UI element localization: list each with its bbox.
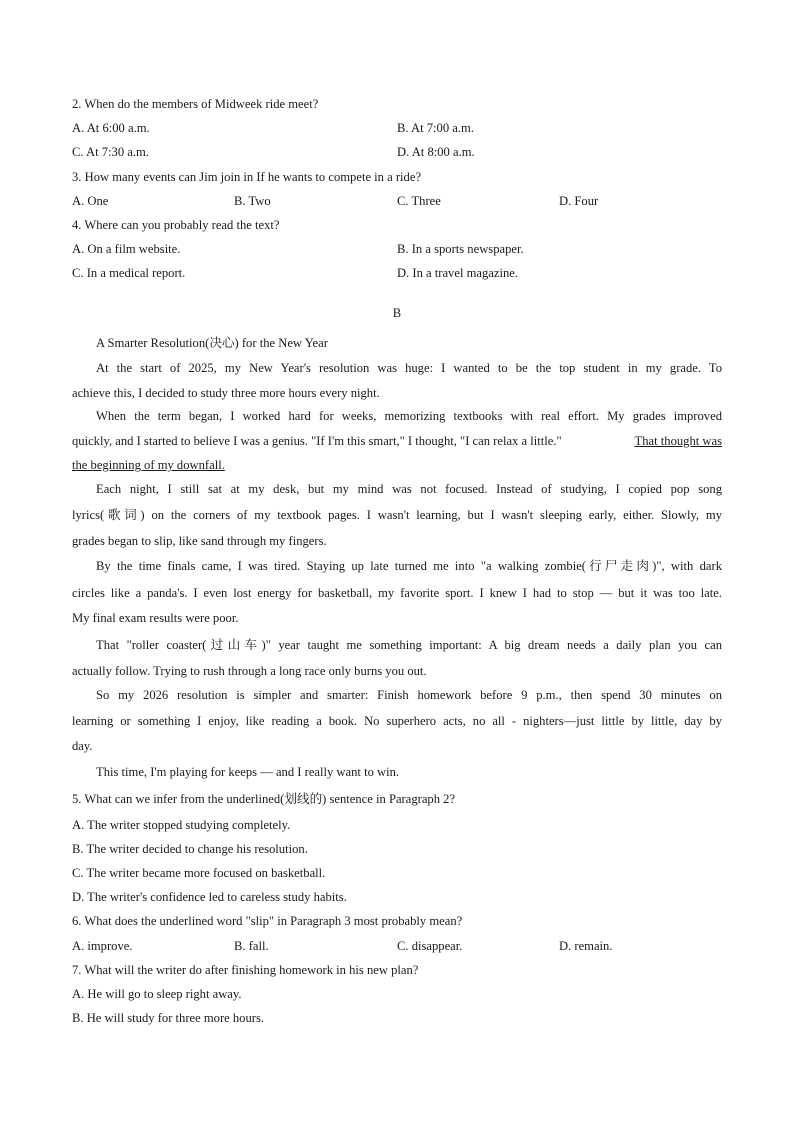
paragraph-line: lyrics(歌词) on the corners of my textbook pages. I wasn't learning, but I wasn't sleeping early, either. Slowly, my [72,507,722,522]
passage-paragraph-1 [72,356,722,405]
q2-option-c: C. At 7:30 a.m. [72,145,149,159]
passage-paragraph-2 [72,404,722,478]
q2-stem: 2. When do the members of Midweek ride meet? [72,97,319,111]
paragraph-line: day. [72,739,93,753]
paragraph-line: That "roller coaster(过山车)" year taught me something important: A big dream needs a daily plan you can [96,638,722,652]
q4-option-c: C. In a medical report. [72,266,186,280]
q4-option-d: D. In a travel magazine. [397,266,518,280]
passage-title: A Smarter Resolution(决心) for the New Year [96,336,328,350]
q5-option-c: C. The writer became more focused on basketball. [72,866,326,880]
paragraph-line: Each night, I still sat at my desk, but my mind was not focused. Instead of studying, I copied pop song [96,482,722,496]
section-label: B [392,306,402,320]
q5-option-a: A. The writer stopped studying completely. [72,818,291,832]
paragraph-line: At the start of 2025, my New Year's resolution was huge: I wanted to be the top student in my grade. To [96,361,722,375]
underlined-sentence: That thought was [634,433,722,448]
q5-option-d: D. The writer's confidence led to careless study habits. [72,890,347,904]
passage-paragraph-4 [72,553,722,631]
q2-option-b: B. At 7:00 a.m. [397,121,474,135]
q6-option-d: D. remain. [559,939,613,953]
q5-stem: 5. What can we infer from the underlined(划线的) sentence in Paragraph 2? [72,792,456,806]
passage-paragraph-7: This time, I'm playing for keeps — and I really want to win. [96,765,400,779]
q7-option-a: A. He will go to sleep right away. [72,987,242,1001]
q3-option-a: A. One [72,194,109,208]
underlined-sentence: the beginning of my downfall. [72,458,225,472]
passage-paragraph-5 [72,632,722,684]
passage-paragraph-3 [72,477,722,553]
q2-option-a: A. At 6:00 a.m. [72,121,150,135]
q5-option-b: B. The writer decided to change his resolution. [72,842,308,856]
paragraph-line: actually follow. Trying to rush through a long race only burns you out. [72,664,427,678]
q6-option-c: C. disappear. [397,939,463,953]
paragraph-line: achieve this, I decided to study three more hours every night. [72,385,380,400]
q6-stem: 6. What does the underlined word "slip" in Paragraph 3 most probably mean? [72,914,463,928]
paragraph-line: My final exam results were poor. [72,611,239,625]
q7-stem: 7. What will the writer do after finishing homework in his new plan? [72,963,419,977]
q3-option-d: D. Four [559,194,599,208]
q7-option-b: B. He will study for three more hours. [72,1011,265,1025]
passage-paragraph-6 [72,683,722,759]
q6-option-b: B. fall. [234,939,269,953]
paragraph-line: When the term began, I worked hard for weeks, memorizing textbooks with real effort. My grades improved [96,409,722,423]
paragraph-line [72,453,722,478]
q4-stem: 4. Where can you probably read the text? [72,218,280,232]
q3-option-b: B. Two [234,194,271,208]
q6-option-a: A. improve. [72,939,133,953]
paragraph-line: circles like a panda's. I even lost energy for basketball, my favorite sport. I knew I had to stop — but it was too late. [72,586,722,600]
q3-option-c: C. Three [397,194,441,208]
q4-option-b: B. In a sports newspaper. [397,242,524,256]
paragraph-line [72,429,722,454]
q2-option-d: D. At 8:00 a.m. [397,145,475,159]
paragraph-text: quickly, and I started to believe I was a genius. "If I'm this smart," I thought, "I can relax a little." [72,433,562,448]
paragraph-line: learning or something I enjoy, like reading a book. No superhero acts, no all - nighters—just little by little, day by [72,714,722,728]
q3-stem: 3. How many events can Jim join in If he wants to compete in a ride? [72,170,422,184]
paragraph-line: So my 2026 resolution is simpler and smarter: Finish homework before 9 p.m., then spend 30 minutes on [96,688,722,702]
q4-option-a: A. On a film website. [72,242,181,256]
paragraph-line: By the time finals came, I was tired. Staying up late turned me into "a walking zombie(行尸走肉)", with dark [96,559,722,573]
paragraph-line: grades began to slip, like sand through my fingers. [72,533,327,548]
